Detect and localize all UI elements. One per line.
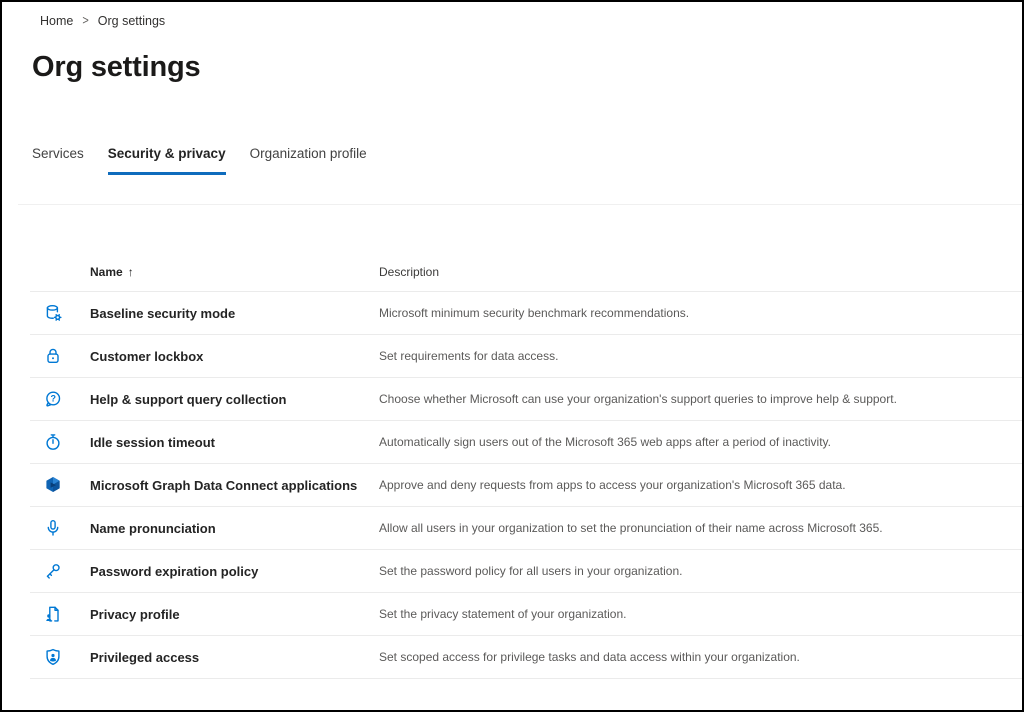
row-description: Microsoft minimum security benchmark recommendations. <box>379 306 690 320</box>
row-description: Set the password policy for all users in your organization. <box>379 564 683 578</box>
row-description: Allow all users in your organization to set the pronunciation of their name across Microsoft 365. <box>379 521 883 535</box>
row-icon-cell <box>30 432 90 452</box>
database-gear-icon <box>43 303 63 323</box>
breadcrumb-item-org-settings[interactable]: Org settings <box>97 14 166 28</box>
table-header <box>30 265 1022 292</box>
row-name: Privileged access <box>90 649 200 665</box>
sort-ascending-icon: ↑ <box>127 265 134 279</box>
table-row[interactable] <box>30 464 1022 507</box>
tab-bar <box>32 146 1022 175</box>
column-header-name[interactable] <box>90 265 379 279</box>
tab-security-privacy[interactable]: Security & privacy <box>108 146 226 175</box>
shield-person-icon <box>43 647 63 667</box>
row-description: Choose whether Microsoft can use your organization's support queries to improve help & support. <box>379 392 897 406</box>
breadcrumb-item-home[interactable]: Home <box>40 14 74 28</box>
microphone-icon <box>43 518 63 538</box>
column-header-name-label: Name <box>90 265 123 279</box>
lock-icon <box>43 346 63 366</box>
column-header-description[interactable]: Description <box>379 265 440 279</box>
svg-text:?: ? <box>50 393 56 404</box>
chat-question-icon <box>43 389 63 409</box>
graph-icon <box>43 475 63 495</box>
row-description: Set the privacy statement of your organization. <box>379 607 627 621</box>
row-icon-cell <box>30 518 90 538</box>
row-icon-cell <box>30 561 90 581</box>
row-name: Privacy profile <box>90 606 180 622</box>
timer-icon <box>43 432 63 452</box>
tab-services[interactable]: Services <box>32 146 84 161</box>
key-icon <box>43 561 63 581</box>
breadcrumb-separator-icon: > <box>82 14 89 28</box>
table-row[interactable] <box>30 507 1022 550</box>
row-name: Baseline security mode <box>90 305 236 321</box>
row-name: Password expiration policy <box>90 563 259 579</box>
tab-organization-profile[interactable]: Organization profile <box>249 146 367 161</box>
row-name: Idle session timeout <box>90 434 215 450</box>
table-row[interactable] <box>30 636 1022 679</box>
row-name: Name pronunciation <box>90 520 216 536</box>
row-icon-cell <box>30 604 90 624</box>
document-person-icon <box>43 604 63 624</box>
row-icon-cell <box>30 389 90 409</box>
table-row[interactable] <box>30 335 1022 378</box>
page-title: Org settings <box>32 51 201 83</box>
table-row[interactable] <box>30 292 1022 335</box>
row-name: Microsoft Graph Data Connect applications <box>90 477 358 493</box>
divider <box>18 204 1022 205</box>
table-row[interactable] <box>30 378 1022 421</box>
table-body <box>30 292 1022 679</box>
table-row[interactable] <box>30 593 1022 636</box>
row-description: Set requirements for data access. <box>379 349 559 363</box>
breadcrumb <box>2 2 1022 30</box>
table-row[interactable] <box>30 550 1022 593</box>
row-description: Automatically sign users out of the Microsoft 365 web apps after a period of inactivity. <box>379 435 832 449</box>
row-description: Set scoped access for privilege tasks and data access within your organization. <box>379 650 800 664</box>
settings-table <box>30 265 1022 679</box>
row-icon-cell <box>30 475 90 495</box>
row-icon-cell <box>30 346 90 366</box>
row-icon-cell <box>30 647 90 667</box>
row-name: Customer lockbox <box>90 348 204 364</box>
row-description: Approve and deny requests from apps to access your organization's Microsoft 365 data. <box>379 478 846 492</box>
row-name: Help & support query collection <box>90 391 287 407</box>
table-row[interactable] <box>30 421 1022 464</box>
row-icon-cell <box>30 303 90 323</box>
